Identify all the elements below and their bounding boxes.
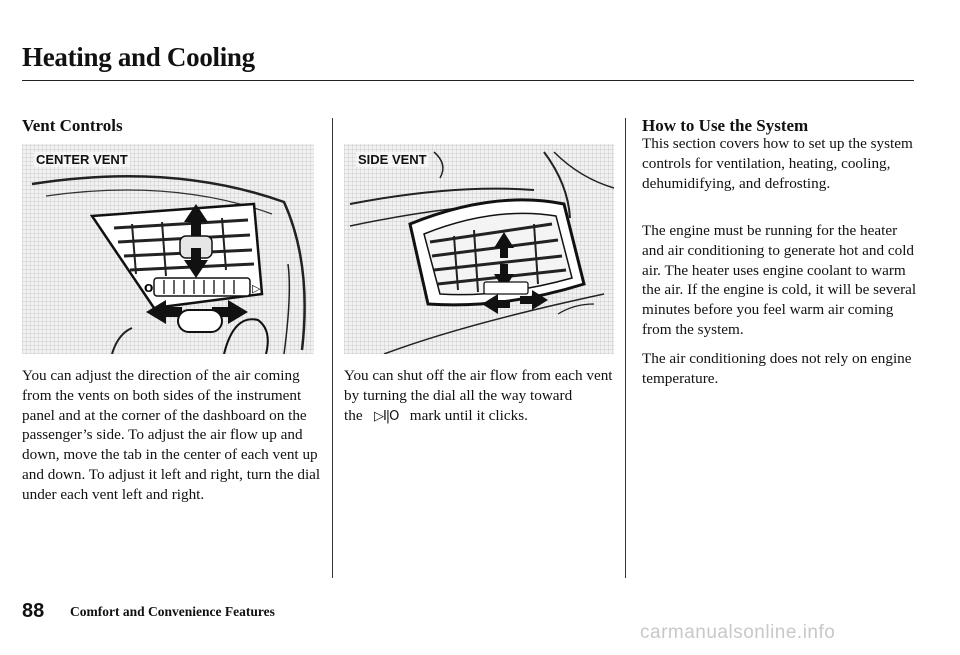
shutoff-text-end: mark until it clicks. [409, 406, 528, 424]
svg-text:O: O [144, 282, 154, 295]
center-vent-label: CENTER VENT [36, 152, 128, 167]
vent-controls-heading: Vent Controls [22, 116, 123, 135]
how-to-use-heading: How to Use the System [642, 116, 809, 135]
column-divider-left [332, 118, 333, 578]
how-to-use-paragraph-2: The engine must be running for the heater and air conditioning to generate hot and cold air. The heater uses engine coolant to warm the air. If the engine is cold, it will be several minutes before you feel warm air coming from the system. [642, 222, 917, 338]
center-vent-illustration [22, 144, 314, 354]
vent-shutoff-mark-icon: ▷I|O [373, 408, 399, 424]
column-divider-right [625, 118, 626, 578]
page-title: Heating and Cooling [22, 42, 255, 72]
side-vent-illustration [344, 144, 614, 354]
how-to-use-paragraph-1: This section covers how to set up the system controls for ventilation, heating, cooling, dehumidifying, and defrosting. [642, 135, 913, 192]
side-vent-drawing [344, 144, 614, 354]
title-rule [22, 80, 914, 81]
page-number: 88 [22, 600, 45, 622]
footer-section-title: Comfort and Convenience Features [70, 604, 275, 619]
how-to-use-paragraph-3: The air conditioning does not rely on engine temperature. [642, 350, 912, 387]
shutoff-text-start: You can shut off the air flow from each vent by turning the dial all the way toward the [344, 367, 613, 424]
side-vent-label: SIDE VENT [358, 152, 427, 167]
svg-text:▷: ▷ [252, 282, 261, 295]
vent-controls-paragraph: You can adjust the direction of the air coming from the vents on both sides of the instrument panel and at the corner of the dashboard on the passenger’s side. To adjust the air flow up and down, move the tab in the center of each vent up and down. To adjust it left and right, turn the dial under each vent left and right. [22, 367, 321, 503]
watermark: carmanualsonline.info [640, 622, 836, 643]
center-vent-drawing [22, 144, 314, 354]
shutoff-paragraph [344, 366, 616, 426]
